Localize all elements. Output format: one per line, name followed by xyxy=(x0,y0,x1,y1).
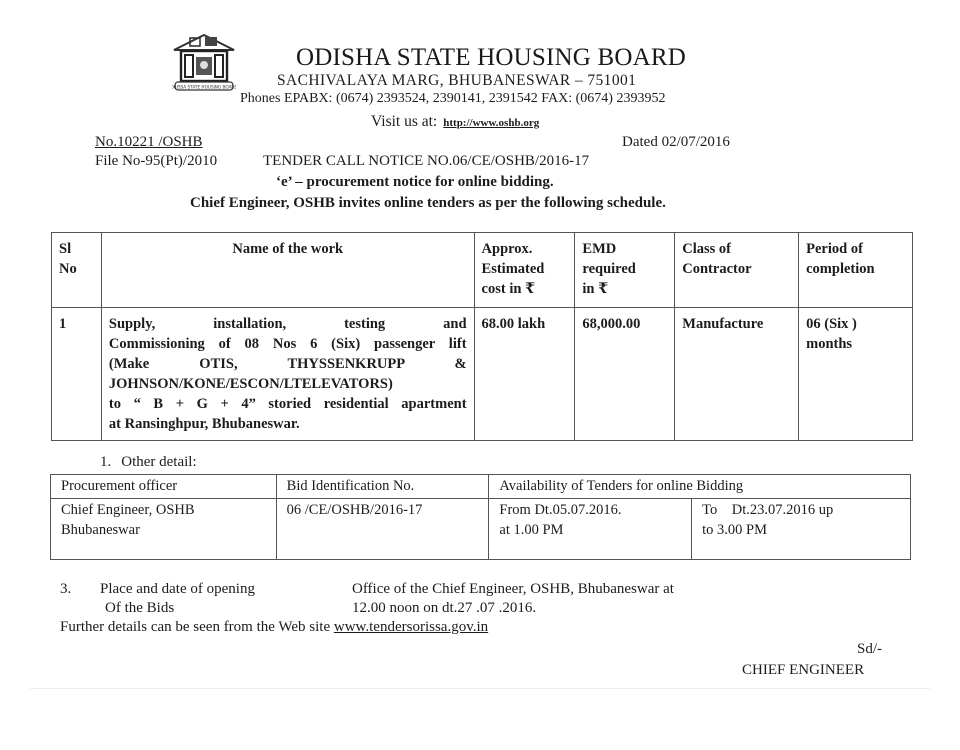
cell-sl-no: 1 xyxy=(52,308,102,441)
cell-availability-from: From Dt.05.07.2016. at 1.00 PM xyxy=(489,499,692,560)
table-header-row xyxy=(52,233,913,308)
header-availability: Availability of Tenders for online Bidding xyxy=(489,475,911,499)
invites-heading: Chief Engineer, OSHB invites online tenders as per the following schedule. xyxy=(190,195,666,211)
signatory-title: CHIEF ENGINEER xyxy=(742,662,865,678)
cell-procurement-officer: Chief Engineer, OSHB Bhubaneswar xyxy=(51,499,277,560)
header-name-of-work: Name of the work xyxy=(101,233,474,308)
cell-emd: 68,000.00 xyxy=(575,308,675,441)
tender-schedule-table xyxy=(51,232,913,441)
reference-number: No.10221 /OSHB xyxy=(95,134,203,150)
header-sl-no: Sl No xyxy=(52,233,102,308)
opening-date: 12.00 noon on dt.27 .07 .2016. xyxy=(352,600,537,616)
cell-estimated-cost: 68.00 lakh xyxy=(474,308,575,441)
detail-header-row xyxy=(51,475,911,499)
opening-label: Place and date of opening xyxy=(100,581,255,597)
eprocurement-heading: ‘e’ – procurement notice for online bidding. xyxy=(276,174,554,190)
cell-name-of-work: Supply, installation, testing and Commissioning of 08 Nos 6 (Six) passenger lift (Make OTIS, THYSSENKRUPP & JOHNSON/KONE/ESCON/LTELEVATORS) to “ B + G + 4” storied residential apartment at Ransinghpur, Bhubaneswar. xyxy=(101,308,474,441)
other-detail-table xyxy=(50,474,911,560)
signed-mark: Sd/- xyxy=(857,641,883,657)
detail-row xyxy=(51,499,911,560)
org-address: SACHIVALAYA MARG, BHUBANESWAR – 751001 xyxy=(277,72,637,89)
cell-class-of-contractor: Manufacture xyxy=(675,308,799,441)
cell-availability-to: To Dt.23.07.2016 up to 3.00 PM xyxy=(692,499,911,560)
file-number: File No-95(Pt)/2010 xyxy=(95,153,218,169)
website-link[interactable]: http://www.oshb.org xyxy=(443,117,540,129)
further-details: Further details can be seen from the Web site www.tendersorissa.gov.in xyxy=(60,619,489,635)
opening-place: Office of the Chief Engineer, OSHB, Bhubaneswar at xyxy=(352,581,674,597)
visit-label: Visit us at: xyxy=(371,113,438,130)
tenders-website-link[interactable]: www.tendersorissa.gov.in xyxy=(333,619,489,635)
header-emd: EMD required in ₹ xyxy=(575,233,675,308)
dated: Dated 02/07/2016 xyxy=(622,134,730,150)
tender-notice-number: TENDER CALL NOTICE NO.06/CE/OSHB/2016-17 xyxy=(263,153,590,169)
svg-text:ORISSA STATE HOUSING BOARD: ORISSA STATE HOUSING BOARD xyxy=(172,84,236,90)
opening-label-cont: Of the Bids xyxy=(105,600,175,616)
table-row xyxy=(52,308,913,441)
other-detail-heading: 1. Other detail: xyxy=(100,454,197,470)
org-name: ODISHA STATE HOUSING BOARD xyxy=(296,44,687,71)
header-estimated-cost: Approx. Estimated cost in ₹ xyxy=(474,233,575,308)
header-bid-identification: Bid Identification No. xyxy=(276,475,489,499)
header-procurement-officer: Procurement officer xyxy=(51,475,277,499)
org-phones: Phones EPABX: (0674) 2393524, 2390141, 2391542 FAX: (0674) 2393952 xyxy=(240,91,666,106)
header-class-of-contractor: Class of Contractor xyxy=(675,233,799,308)
cell-period: 06 (Six ) months xyxy=(799,308,913,441)
opening-number: 3. xyxy=(60,581,72,597)
header-period: Period of completion xyxy=(799,233,913,308)
scan-artifact-divider xyxy=(30,688,930,689)
oshb-emblem-icon xyxy=(172,32,236,94)
visit-line xyxy=(371,113,539,131)
cell-bid-identification: 06 /CE/OSHB/2016-17 xyxy=(276,499,489,560)
